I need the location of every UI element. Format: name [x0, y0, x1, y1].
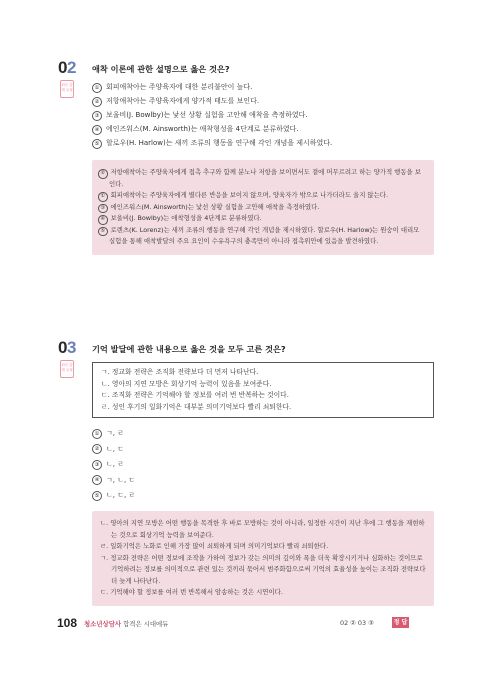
- answer-key: 02 ② 03 ③: [340, 619, 374, 627]
- option-4: ④ 에인즈워스(M. Ainsworth)는 애착형성을 4단계로 분류하였다.: [92, 122, 332, 136]
- option-5: ⑤ ㄴ, ㄷ, ㄹ: [92, 488, 135, 504]
- page-footer: [0, 615, 500, 635]
- option-1: ① ㄱ, ㄹ: [92, 426, 135, 442]
- explanation-box: [92, 160, 434, 255]
- explanation-box: [92, 511, 434, 606]
- answer-options: [92, 80, 332, 150]
- option-1: ① 회피애착아는 주양육자에 대한 분리불안이 높다.: [92, 80, 332, 94]
- option-4: ④ ㄱ, ㄴ, ㄷ: [92, 473, 135, 489]
- explanation-line: ㄱ. 정교화 전략은 어떤 정보에 조작을 가하여 정보가 갖는 의미의 깊이와 폭을 더욱 확장시키거나 심화하는 것이므로 기억하려는 정보를 의미적으로 관련 있는 것끼리 묶어서 범주화함으로써 기억의 효율성을 높이는 조직화 전략보다 더 늦게 나타난다.: [100, 553, 426, 585]
- question-number-3: 03: [58, 338, 76, 357]
- option-5: ⑤ 할로우(H. Harlow)는 새끼 조류의 행동을 연구해 각인 개념을 제시하였다.: [92, 136, 332, 150]
- explanation-line: ④ 보울비(J. Bowlby)는 애착형성을 4단계로 분류하였다.: [98, 213, 426, 225]
- explanation-line: ㄴ. 영아의 지연 모방은 어떤 행동을 목격한 후 바로 모방하는 것이 아니라, 일정한 시간이 지난 후에 그 행동을 재현하는 것으로 회상기억 능력을 보여준다.: [100, 519, 425, 539]
- explanation-line: ㄷ. 기억해야 할 정보를 여러 번 반복해서 암송하는 것은 시연이다.: [100, 588, 283, 596]
- question-type-badge: 최신 출제 유형: [60, 360, 74, 378]
- statement: ㄱ. 정교화 전략은 조직화 전략보다 더 먼저 나타난다.: [101, 368, 259, 376]
- statement: ㄹ. 성인 후기의 일화기억은 대부분 의미기억보다 빨리 쇠퇴한다.: [101, 402, 292, 411]
- explanation-line: ③ 에인즈워스(M. Ainsworth)는 낯선 상황 실험을 고안해 애착을 측정하였다.: [98, 202, 426, 214]
- explanation-line: ② 저항애착아는 주양육자에게 접촉 추구와 함께 분노나 저항을 보이면서도 곁에 머무르려고 하는 양가적 행동을 보인다.: [98, 167, 426, 190]
- explanation-line: ㄹ. 일화기억은 노화로 인해 가장 많이 쇠퇴하게 되며 의미기억보다 빨리 쇠퇴한다.: [100, 542, 329, 550]
- answer-options: [92, 426, 135, 504]
- book-title: 청소년상담사 합격은 시대에듀: [84, 620, 169, 628]
- statement: ㄷ. 조직화 전략은 기억해야 할 정보를 여러 번 반복하는 것이다.: [101, 391, 289, 399]
- statement: ㄴ. 영아의 지연 모방은 회상기억 능력이 있음을 보여준다.: [101, 379, 272, 388]
- question-title: 기억 발달에 관한 내용으로 옳은 것을 모두 고른 것은?: [92, 344, 286, 354]
- question-title: 애착 이론에 관한 설명으로 옳은 것은?: [92, 64, 230, 74]
- statement-box: [92, 362, 434, 418]
- option-3: ③ 보울비(J. Bowlby)는 낯선 상황 실험을 고안해 애착을 측정하였다.: [92, 108, 332, 122]
- explanation-line: ⑤ 로렌츠(K. Lorenz)는 새끼 조류의 행동을 연구해 각인 개념을 제시하였다. 할로우(H. Harlow)는 원숭이 대리모 실험을 통해 애착발달의 주요 요인이 수유욕구의 충족만이 아니라 접촉위안에 있음을 발견하였다.: [98, 225, 426, 248]
- question-number-2: 02: [58, 58, 76, 77]
- explanation-line: ① 회피애착아는 주양육자에게 별다른 반응을 보이지 않으며, 양육자가 밖으로 나가더라도 울지 않는다.: [98, 190, 426, 202]
- page-number: 108: [57, 616, 78, 630]
- question-type-badge: 최신 출제 유형: [60, 80, 74, 98]
- answer-label: 정 답: [393, 619, 408, 626]
- option-2: ② ㄴ, ㄷ: [92, 442, 135, 458]
- option-2: ② 저항애착아는 주양육자에게 양가적 태도를 보인다.: [92, 94, 332, 108]
- option-3: ③ ㄴ, ㄹ: [92, 457, 135, 473]
